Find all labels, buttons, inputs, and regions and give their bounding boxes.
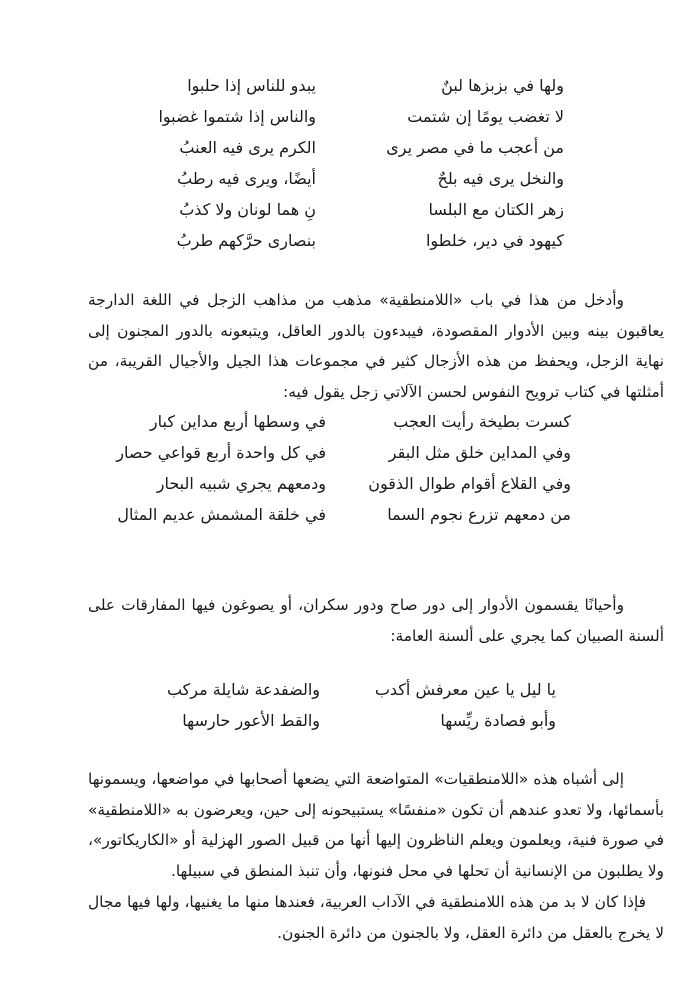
verse-second-hemistich: في كل واحدة أربع قواعي حصار (116, 443, 326, 462)
paragraph: فإذا كان لا بد من هذه اللامنطقية في الآداب العربية، فعندها منها ما يغنيها، ولها فيها مجال لا يخرج بالعقل من دائرة العقل، ولا بالجنون من دائرة الجنون. (88, 892, 664, 942)
paragraph-block-1 (88, 285, 664, 408)
verse-first-hemistich: وفي المداين خلق مثل البقر (388, 443, 571, 462)
verse-line (0, 406, 684, 437)
verse-line (0, 468, 684, 499)
paragraph-block-2 (88, 590, 664, 651)
verse-line (0, 674, 684, 705)
verse-line (0, 163, 684, 194)
verse-first-hemistich: ولها في بزبزها لبنٌ (441, 76, 564, 95)
verse-second-hemistich: أيضًا، ويرى فيه رطبُ (177, 169, 316, 188)
verse-second-hemistich: والضفدعة شايلة مركب (166, 680, 320, 699)
verse-line (0, 225, 684, 256)
verse-first-hemistich: والنخل يرى فيه بلحٌ (437, 169, 564, 188)
verse-first-hemistich: وأبو فصادة ريِّسها (440, 711, 556, 730)
verse-line (0, 70, 684, 101)
paragraph: وأحيانًا يقسمون الأدوار إلى دور صاح ودور سكران، أو يصوغون فيها المفارقات على ألسنة الصبيان كما يجري على ألسنة العامة: (88, 596, 664, 645)
verse-line (0, 132, 684, 163)
poem-1 (0, 70, 684, 256)
verse-second-hemistich: في وسطها أربع مداين كبار (149, 412, 326, 431)
verse-second-hemistich: الكرم يرى فيه العنبُ (179, 138, 316, 157)
verse-line (0, 705, 684, 736)
verse-first-hemistich: كيهود في دير، خلطوا (425, 231, 564, 250)
verse-line (0, 194, 684, 225)
verse-second-hemistich: والقط الأعور حارسها (182, 711, 320, 730)
verse-second-hemistich: ودمعهم يجري شبيه البحار (156, 474, 326, 493)
paragraph: إلى أشباه هذه «اللامنطقيات» المتواضعة التي يضعها أصحابها في مواضعها، ويسمونها بأسمائها، ولا تعدو عندهم أن تكون «منفسًا» يستبيحونه إلى حين، ويعرضون به «اللامنطقية» في صورة فنية، ويعلمون ويعلم الناظرون إليها أنها من قبيل الصور الهزلية أو «الكاريكاتور»، ولا يطلبون من الإنسانية أن تحلها في محل فنونها، وأن تنبذ المنطق في سبيلها. (88, 770, 664, 881)
verse-first-hemistich: من أعجب ما في مصر يرى (386, 138, 564, 157)
poem-2 (0, 406, 684, 530)
paragraph: وأدخل من هذا في باب «اللامنطقية» مذهب من مذاهب الزجل في اللغة الدارجة يعاقبون بينه وبين الأدوار المقصودة، فيبدءون بالدور العاقل، ويتبعونه بالدور المجنون إلى نهاية الزجل، ويحفظ من هذه الأزجال كثير في مجموعات هذا الجيل والأجيال القريبة، من أمثلتها في كتاب ترويح النفوس لحسن الآلاتي زجل يقول فيه: (88, 291, 664, 402)
verse-line (0, 437, 684, 468)
verse-first-hemistich: وفي القلاع أقوام طوال الذقون (368, 474, 571, 493)
verse-first-hemistich: من دمعهم تزرع نجوم السما (387, 505, 571, 524)
verse-first-hemistich: زهر الكتان مع البلسا (428, 200, 564, 219)
verse-second-hemistich: بنصارى حرَّكهم طربُ (176, 231, 316, 250)
verse-second-hemistich: يبدو للناس إذا حلبوا (187, 76, 316, 95)
poem-3 (0, 674, 684, 736)
verse-line (0, 499, 684, 530)
verse-first-hemistich: يا ليل يا عين معرفش أكدب (374, 680, 556, 699)
verse-first-hemistich: لا تغضب يومًا إن شتمت (407, 107, 564, 126)
verse-second-hemistich: في خلقة المشمش عديم المثال (117, 505, 326, 524)
verse-line (0, 101, 684, 132)
verse-second-hemistich: نِ هما لونان ولا كذبُ (179, 200, 316, 219)
verse-second-hemistich: والناس إذا شتموا غضبوا (158, 107, 316, 126)
paragraph-block-3 (88, 764, 664, 948)
verse-first-hemistich: كسرت بطيخة رأيت العجب (393, 412, 571, 431)
